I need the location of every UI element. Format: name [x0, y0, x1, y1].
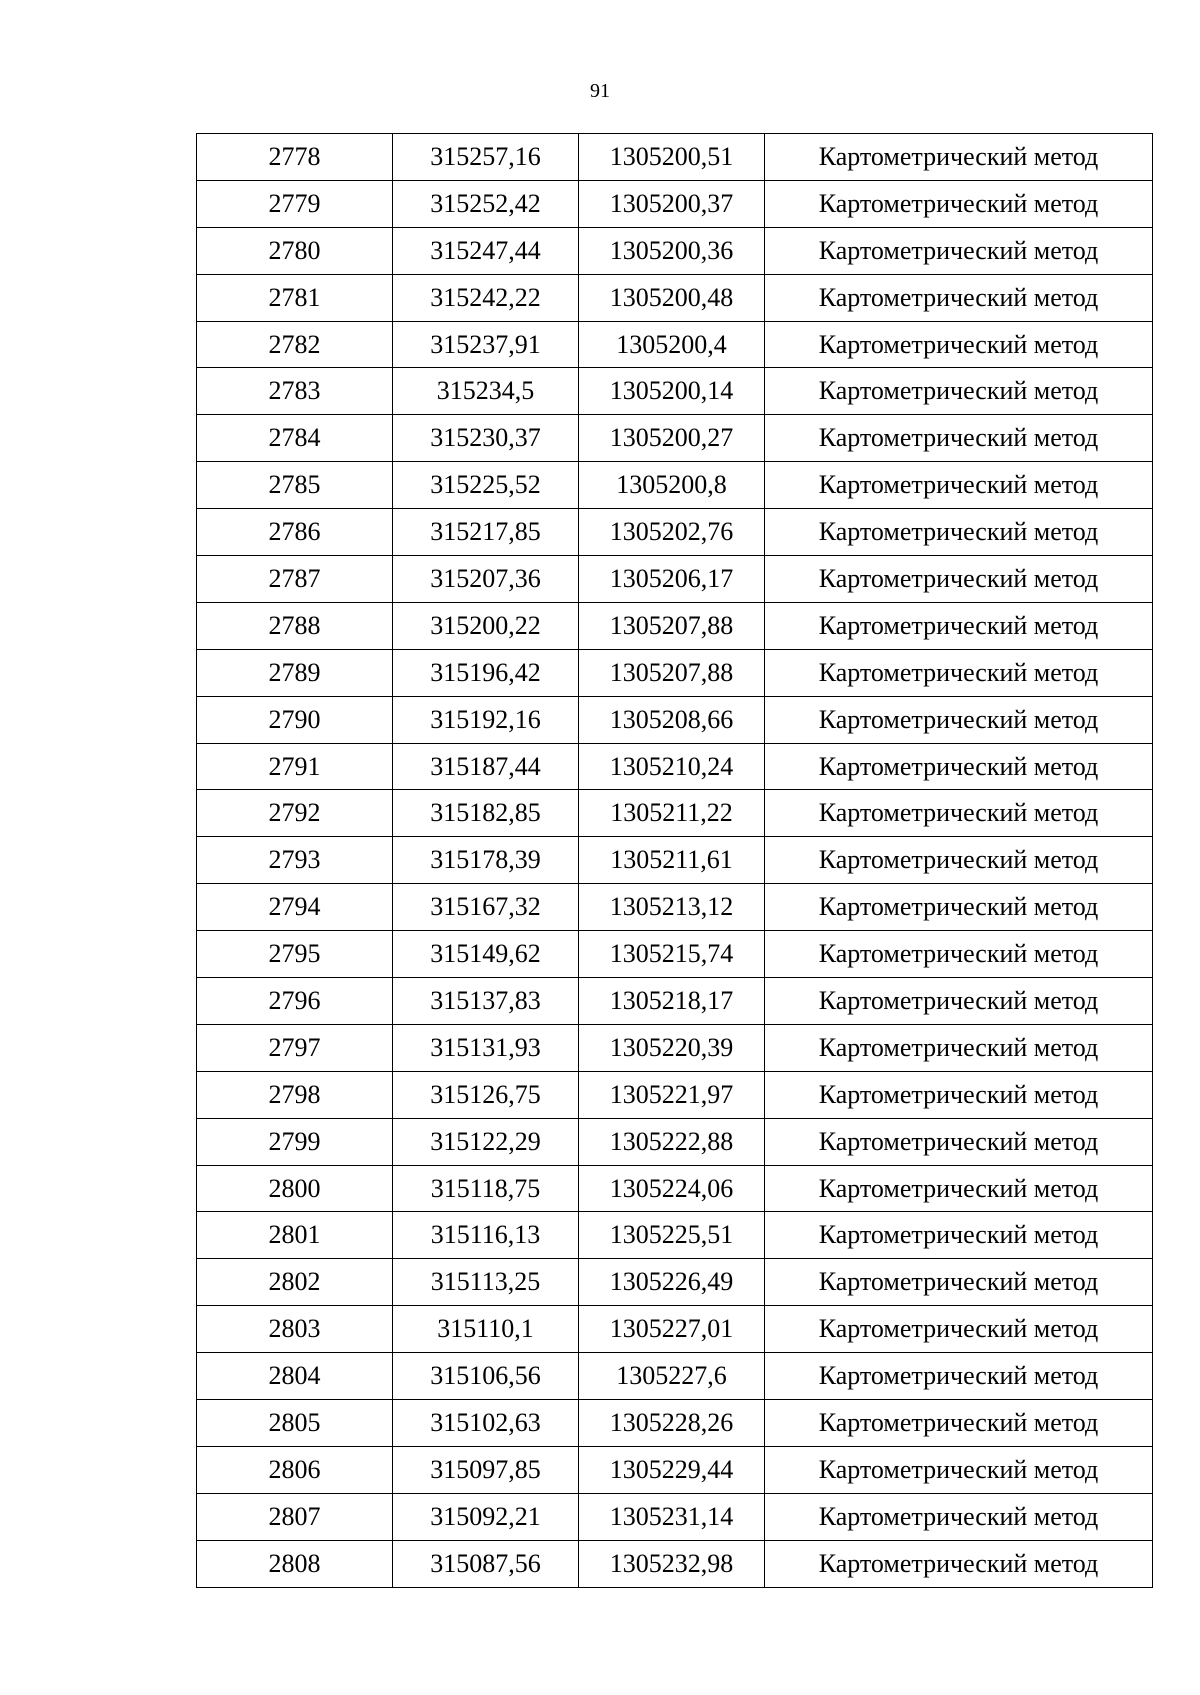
method-cell: Картометрический метод: [765, 134, 1153, 181]
x-coordinate-cell: 315126,75: [393, 1071, 579, 1118]
point-number-cell: 2788: [197, 602, 393, 649]
x-coordinate-cell: 315225,52: [393, 462, 579, 509]
method-cell: Картометрический метод: [765, 696, 1153, 743]
method-cell: Картометрический метод: [765, 180, 1153, 227]
y-coordinate-cell: 1305200,36: [579, 227, 765, 274]
point-number-cell: 2797: [197, 1024, 393, 1071]
x-coordinate-cell: 315252,42: [393, 180, 579, 227]
table-row: [197, 321, 1153, 368]
method-cell: Картометрический метод: [765, 274, 1153, 321]
point-number-cell: 2785: [197, 462, 393, 509]
y-coordinate-cell: 1305200,51: [579, 134, 765, 181]
table-row: [197, 1493, 1153, 1540]
method-cell: Картометрический метод: [765, 1118, 1153, 1165]
x-coordinate-cell: 315242,22: [393, 274, 579, 321]
table-row: [197, 274, 1153, 321]
point-number-cell: 2799: [197, 1118, 393, 1165]
table-row: [197, 649, 1153, 696]
point-number-cell: 2787: [197, 556, 393, 603]
method-cell: Картометрический метод: [765, 884, 1153, 931]
table-row: [197, 1540, 1153, 1587]
y-coordinate-cell: 1305211,61: [579, 837, 765, 884]
x-coordinate-cell: 315187,44: [393, 743, 579, 790]
y-coordinate-cell: 1305200,14: [579, 368, 765, 415]
table-row: [197, 1306, 1153, 1353]
coordinates-table: [196, 133, 1153, 1588]
point-number-cell: 2798: [197, 1071, 393, 1118]
y-coordinate-cell: 1305202,76: [579, 509, 765, 556]
method-cell: Картометрический метод: [765, 790, 1153, 837]
y-coordinate-cell: 1305215,74: [579, 931, 765, 978]
table-row: [197, 1212, 1153, 1259]
method-cell: Картометрический метод: [765, 1165, 1153, 1212]
table-row: [197, 368, 1153, 415]
table-row: [197, 556, 1153, 603]
y-coordinate-cell: 1305231,14: [579, 1493, 765, 1540]
y-coordinate-cell: 1305229,44: [579, 1446, 765, 1493]
x-coordinate-cell: 315087,56: [393, 1540, 579, 1587]
method-cell: Картометрический метод: [765, 1353, 1153, 1400]
method-cell: Картометрический метод: [765, 1540, 1153, 1587]
method-cell: Картометрический метод: [765, 649, 1153, 696]
table-row: [197, 696, 1153, 743]
method-cell: Картометрический метод: [765, 602, 1153, 649]
y-coordinate-cell: 1305226,49: [579, 1259, 765, 1306]
table-row: [197, 1353, 1153, 1400]
point-number-cell: 2800: [197, 1165, 393, 1212]
method-cell: Картометрический метод: [765, 509, 1153, 556]
page-number: 91: [590, 80, 610, 102]
point-number-cell: 2783: [197, 368, 393, 415]
coordinates-table-body: [197, 134, 1153, 1588]
point-number-cell: 2782: [197, 321, 393, 368]
point-number-cell: 2806: [197, 1446, 393, 1493]
table-row: [197, 790, 1153, 837]
point-number-cell: 2807: [197, 1493, 393, 1540]
y-coordinate-cell: 1305213,12: [579, 884, 765, 931]
table-row: [197, 462, 1153, 509]
table-row: [197, 1118, 1153, 1165]
table-row: [197, 837, 1153, 884]
y-coordinate-cell: 1305232,98: [579, 1540, 765, 1587]
table-row: [197, 1400, 1153, 1447]
table-row: [197, 509, 1153, 556]
x-coordinate-cell: 315217,85: [393, 509, 579, 556]
table-row: [197, 1071, 1153, 1118]
x-coordinate-cell: 315131,93: [393, 1024, 579, 1071]
y-coordinate-cell: 1305200,37: [579, 180, 765, 227]
x-coordinate-cell: 315200,22: [393, 602, 579, 649]
method-cell: Картометрический метод: [765, 1071, 1153, 1118]
method-cell: Картометрический метод: [765, 1493, 1153, 1540]
y-coordinate-cell: 1305211,22: [579, 790, 765, 837]
table-row: [197, 978, 1153, 1025]
table-row: [197, 1446, 1153, 1493]
y-coordinate-cell: 1305208,66: [579, 696, 765, 743]
point-number-cell: 2802: [197, 1259, 393, 1306]
x-coordinate-cell: 315192,16: [393, 696, 579, 743]
method-cell: Картометрический метод: [765, 321, 1153, 368]
point-number-cell: 2801: [197, 1212, 393, 1259]
table-row: [197, 227, 1153, 274]
table-row: [197, 602, 1153, 649]
method-cell: Картометрический метод: [765, 1259, 1153, 1306]
y-coordinate-cell: 1305206,17: [579, 556, 765, 603]
method-cell: Картометрический метод: [765, 556, 1153, 603]
point-number-cell: 2805: [197, 1400, 393, 1447]
x-coordinate-cell: 315207,36: [393, 556, 579, 603]
method-cell: Картометрический метод: [765, 837, 1153, 884]
y-coordinate-cell: 1305227,01: [579, 1306, 765, 1353]
table-row: [197, 884, 1153, 931]
y-coordinate-cell: 1305207,88: [579, 602, 765, 649]
method-cell: Картометрический метод: [765, 1446, 1153, 1493]
point-number-cell: 2796: [197, 978, 393, 1025]
x-coordinate-cell: 315113,25: [393, 1259, 579, 1306]
x-coordinate-cell: 315196,42: [393, 649, 579, 696]
y-coordinate-cell: 1305200,4: [579, 321, 765, 368]
x-coordinate-cell: 315116,13: [393, 1212, 579, 1259]
y-coordinate-cell: 1305227,6: [579, 1353, 765, 1400]
point-number-cell: 2779: [197, 180, 393, 227]
y-coordinate-cell: 1305200,8: [579, 462, 765, 509]
table-row: [197, 1259, 1153, 1306]
y-coordinate-cell: 1305200,27: [579, 415, 765, 462]
point-number-cell: 2804: [197, 1353, 393, 1400]
x-coordinate-cell: 315137,83: [393, 978, 579, 1025]
x-coordinate-cell: 315257,16: [393, 134, 579, 181]
point-number-cell: 2790: [197, 696, 393, 743]
table-row: [197, 1024, 1153, 1071]
point-number-cell: 2808: [197, 1540, 393, 1587]
table-row: [197, 415, 1153, 462]
y-coordinate-cell: 1305228,26: [579, 1400, 765, 1447]
x-coordinate-cell: 315182,85: [393, 790, 579, 837]
point-number-cell: 2793: [197, 837, 393, 884]
x-coordinate-cell: 315092,21: [393, 1493, 579, 1540]
method-cell: Картометрический метод: [765, 368, 1153, 415]
x-coordinate-cell: 315097,85: [393, 1446, 579, 1493]
y-coordinate-cell: 1305222,88: [579, 1118, 765, 1165]
point-number-cell: 2794: [197, 884, 393, 931]
method-cell: Картометрический метод: [765, 462, 1153, 509]
y-coordinate-cell: 1305224,06: [579, 1165, 765, 1212]
table-row: [197, 134, 1153, 181]
table-row: [197, 1165, 1153, 1212]
x-coordinate-cell: 315178,39: [393, 837, 579, 884]
method-cell: Картометрический метод: [765, 415, 1153, 462]
method-cell: Картометрический метод: [765, 743, 1153, 790]
point-number-cell: 2781: [197, 274, 393, 321]
x-coordinate-cell: 315122,29: [393, 1118, 579, 1165]
x-coordinate-cell: 315237,91: [393, 321, 579, 368]
x-coordinate-cell: 315106,56: [393, 1353, 579, 1400]
point-number-cell: 2792: [197, 790, 393, 837]
point-number-cell: 2780: [197, 227, 393, 274]
y-coordinate-cell: 1305207,88: [579, 649, 765, 696]
point-number-cell: 2789: [197, 649, 393, 696]
x-coordinate-cell: 315167,32: [393, 884, 579, 931]
method-cell: Картометрический метод: [765, 1306, 1153, 1353]
x-coordinate-cell: 315247,44: [393, 227, 579, 274]
x-coordinate-cell: 315149,62: [393, 931, 579, 978]
table-row: [197, 931, 1153, 978]
x-coordinate-cell: 315234,5: [393, 368, 579, 415]
x-coordinate-cell: 315118,75: [393, 1165, 579, 1212]
x-coordinate-cell: 315110,1: [393, 1306, 579, 1353]
method-cell: Картометрический метод: [765, 1212, 1153, 1259]
point-number-cell: 2791: [197, 743, 393, 790]
point-number-cell: 2778: [197, 134, 393, 181]
method-cell: Картометрический метод: [765, 978, 1153, 1025]
y-coordinate-cell: 1305210,24: [579, 743, 765, 790]
y-coordinate-cell: 1305225,51: [579, 1212, 765, 1259]
y-coordinate-cell: 1305200,48: [579, 274, 765, 321]
x-coordinate-cell: 315102,63: [393, 1400, 579, 1447]
y-coordinate-cell: 1305221,97: [579, 1071, 765, 1118]
method-cell: Картометрический метод: [765, 1400, 1153, 1447]
method-cell: Картометрический метод: [765, 1024, 1153, 1071]
y-coordinate-cell: 1305218,17: [579, 978, 765, 1025]
point-number-cell: 2795: [197, 931, 393, 978]
table-row: [197, 743, 1153, 790]
x-coordinate-cell: 315230,37: [393, 415, 579, 462]
point-number-cell: 2803: [197, 1306, 393, 1353]
table-row: [197, 180, 1153, 227]
y-coordinate-cell: 1305220,39: [579, 1024, 765, 1071]
method-cell: Картометрический метод: [765, 931, 1153, 978]
point-number-cell: 2784: [197, 415, 393, 462]
point-number-cell: 2786: [197, 509, 393, 556]
method-cell: Картометрический метод: [765, 227, 1153, 274]
